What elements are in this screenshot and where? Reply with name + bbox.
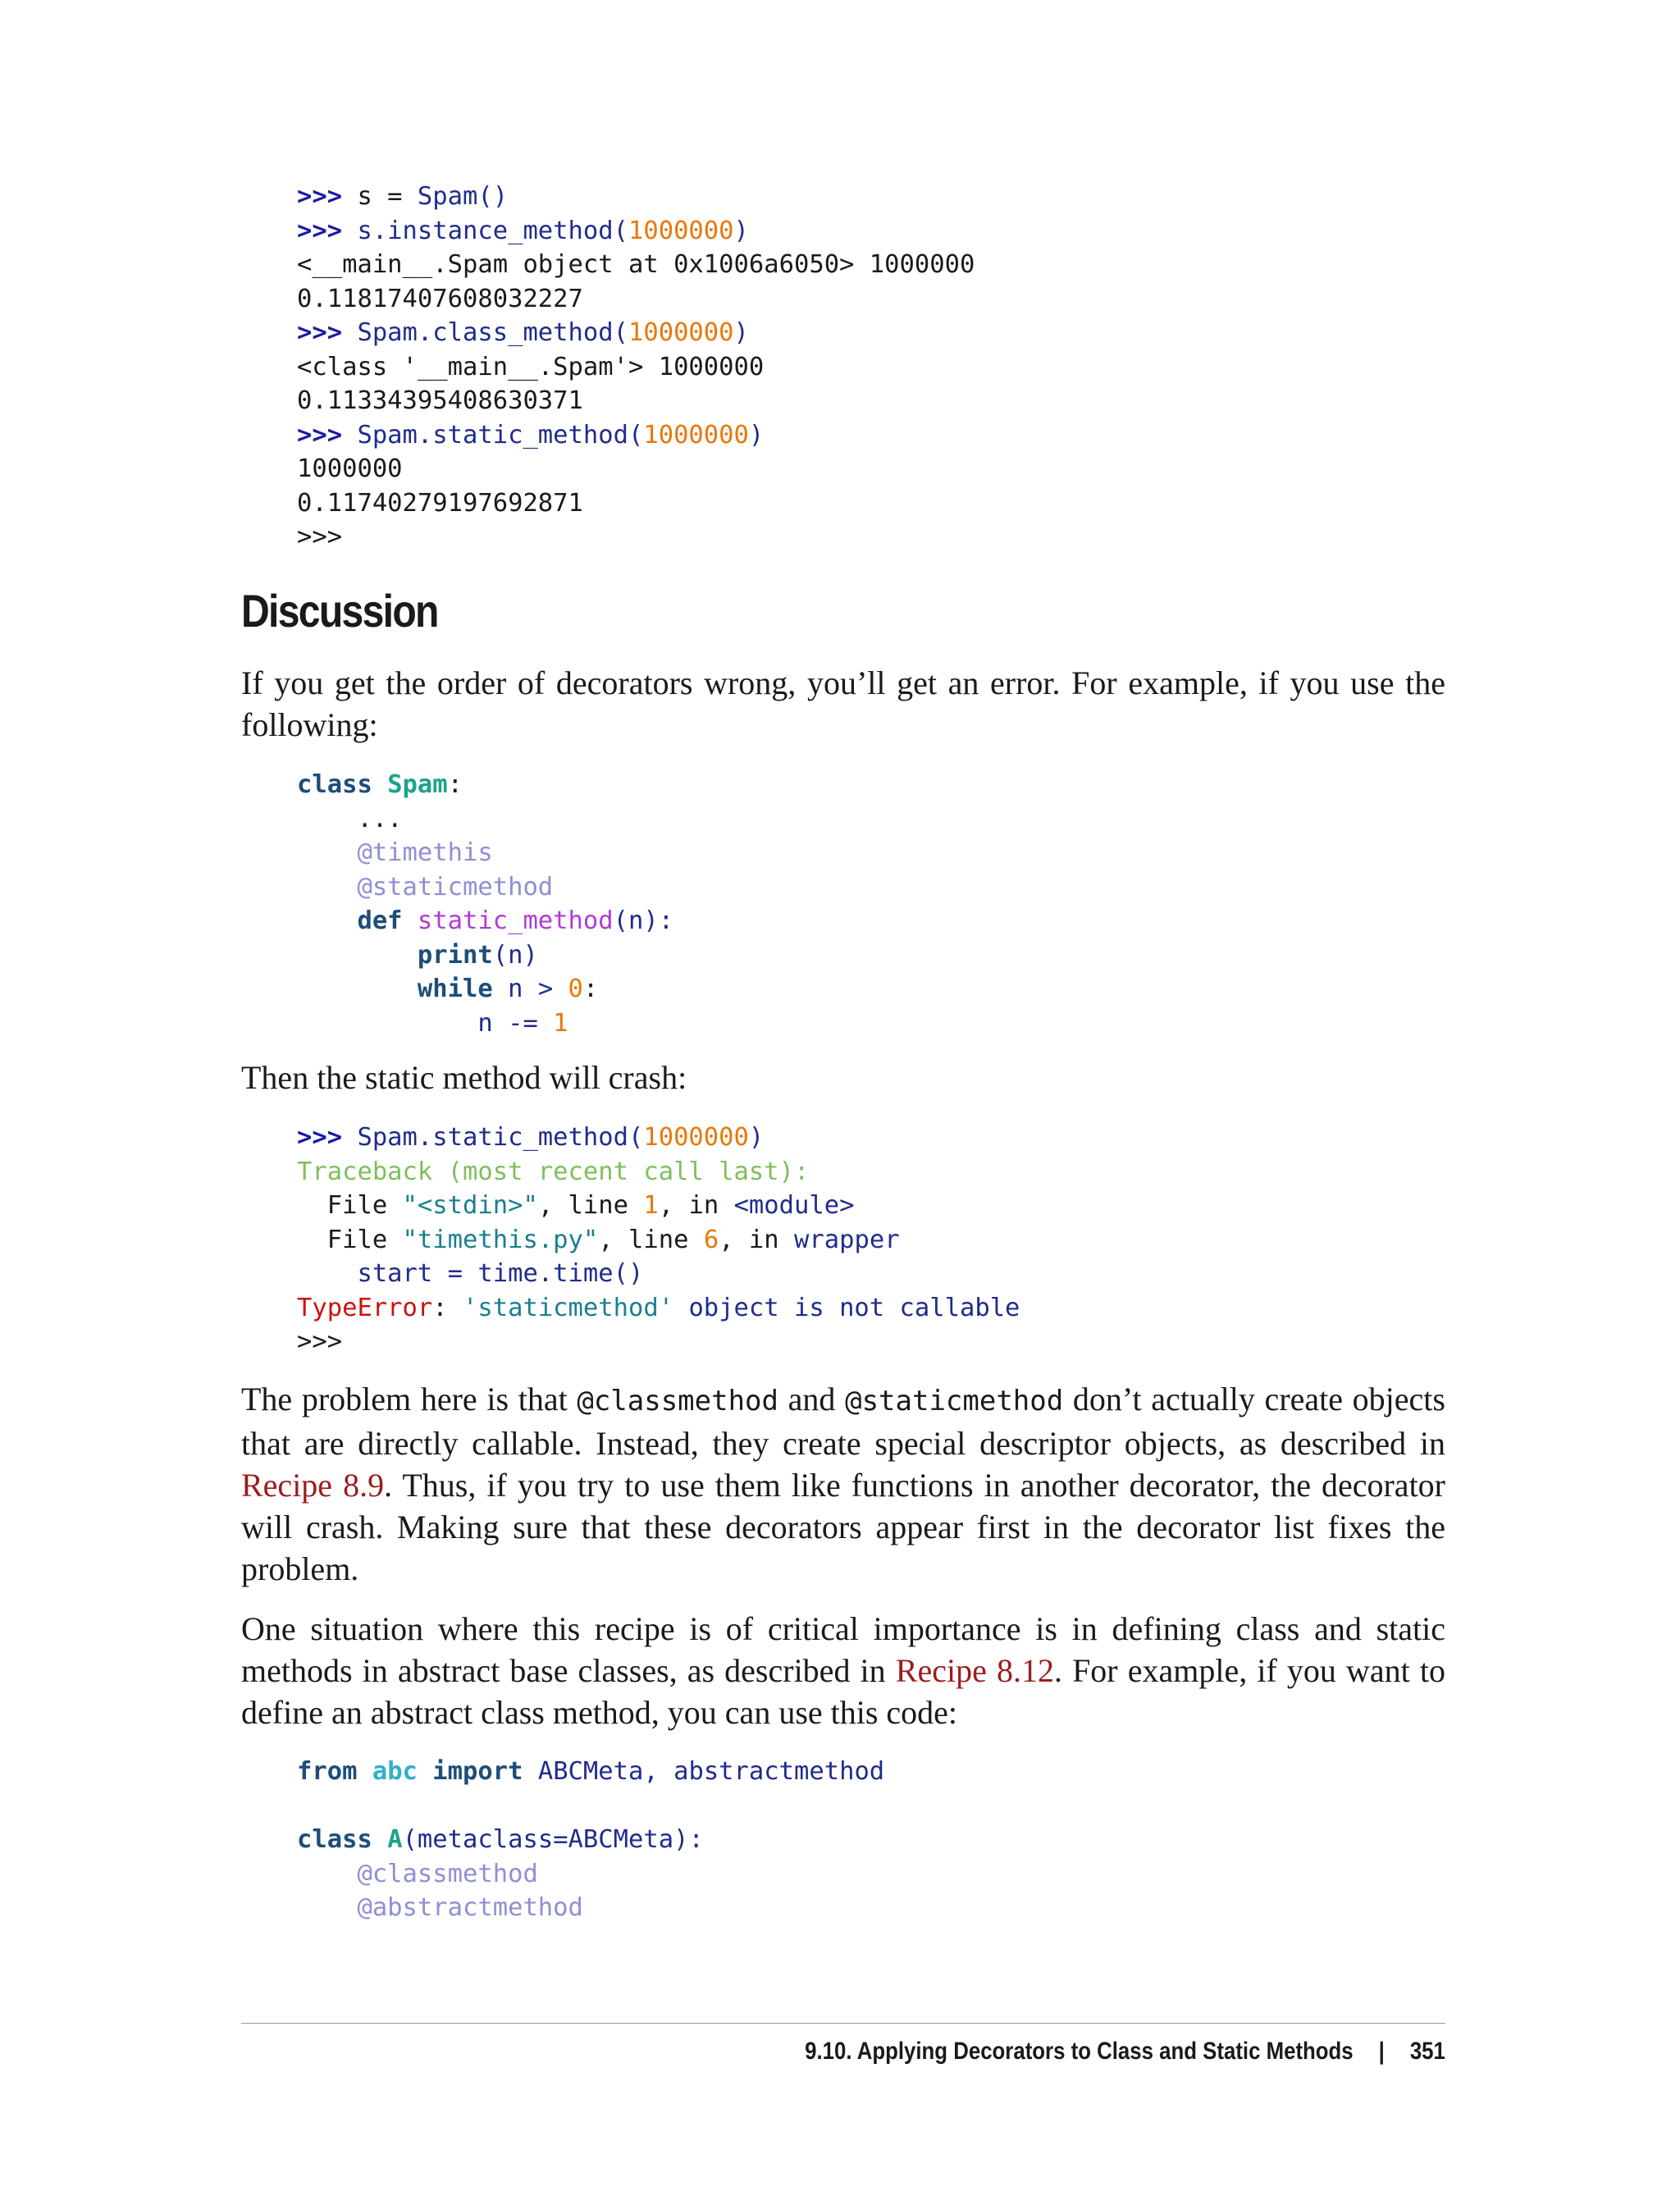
code-line [297,836,673,870]
code-line [297,1155,1020,1189]
code-token: static_method [417,906,614,935]
paragraph-crash: Then the static method will crash: [241,1059,687,1096]
code-line [297,802,673,837]
code-token: TypeError [297,1293,433,1322]
code-token: , in [719,1225,795,1254]
code-token: ) [733,318,749,347]
code-token: "<stdin>" [402,1191,538,1220]
code-token: @timethis [297,838,493,867]
code-line [297,870,673,905]
code-token: Traceback (most recent call last): [297,1157,810,1186]
code-token: while [417,975,509,1003]
code-token: : [432,1293,463,1322]
code-token: >>> [297,420,358,450]
code-token: ) [748,420,765,450]
code-token: (n) [492,940,538,970]
code-token: , line [598,1225,704,1254]
code-token: class [297,770,388,799]
code-line [297,180,975,214]
page-number: 351 [1409,2038,1445,2065]
code-line [297,904,673,938]
code-token: (metaclass=ABCMeta): [402,1825,704,1854]
code-token: 0.11334395408630371 [297,386,583,415]
code-token [297,975,418,1003]
code-block-abstract-method [297,1755,884,1925]
code-token: 1000000 [643,420,749,450]
code-token: >>> [297,1123,358,1152]
code-token: : [582,975,599,1003]
code-token: >>> [297,523,343,551]
code-token: (n): [613,906,674,935]
code-token: <module> [733,1191,855,1220]
code-token: 1000000 [628,216,734,245]
code-token: 1 [553,1008,568,1038]
code-token [297,941,418,970]
code-line [297,1789,884,1824]
page-footer [805,2038,1445,2066]
code-token: ) [733,216,749,245]
code-line [297,214,975,249]
inline-code-staticmethod: @staticmethod [845,1385,1064,1418]
code-token: wrapper [794,1225,900,1254]
code-line [297,282,975,317]
code-token: 1000000 [297,454,403,483]
code-token: 'staticmethod' [463,1293,674,1322]
code-token: @abstractmethod [297,1893,583,1922]
code-line [297,520,975,555]
code-line [297,1857,884,1892]
footer-section-title: 9.10. Applying Decorators to Class and Static Methods [805,2038,1354,2065]
code-token: >>> [297,318,358,347]
code-line [297,384,975,418]
code-token: s.instance_method( [357,216,628,245]
code-block-timing-output [297,180,975,555]
code-token: , line [537,1191,644,1220]
code-token: Spam.static_method( [357,1123,644,1152]
code-token: 6 [703,1225,719,1254]
code-line [297,350,975,385]
code-line [297,248,975,282]
code-line [297,1325,1020,1359]
inline-code-classmethod: @classmethod [577,1385,778,1418]
code-token: "timethis.py" [402,1225,599,1254]
code-token: ABCMeta, abstractmethod [537,1757,885,1786]
code-line [297,418,975,453]
code-block-traceback [297,1121,1020,1359]
code-line [297,1755,884,1789]
code-token: print [417,940,493,970]
footer-separator: | [1378,2038,1385,2065]
code-token: >>> [297,1327,343,1356]
code-token: : [447,770,463,799]
link-recipe-8-9[interactable]: Recipe 8.9 [241,1467,385,1504]
code-token: >>> [297,182,358,211]
code-token: class [297,1825,388,1854]
code-token: s = [357,182,418,211]
code-token: import [432,1757,538,1786]
code-token: 1000000 [643,1123,749,1152]
paragraph-abstract-base-classes: One situation where this recipe is of critical importance is in defining class and static methods in abstract base classes, as described in Recipe 8.12. For example, if you want to define an abstract class method, you can use this code: [241,1610,1445,1731]
code-token: 0.11817407608032227 [297,284,583,313]
code-line [297,1223,1020,1258]
code-token: 0 [568,975,583,1003]
code-token: Spam() [417,182,509,211]
code-token: ... [297,804,403,833]
code-token: @staticmethod [297,872,554,902]
code-line [297,1257,1020,1291]
code-line [297,452,975,486]
code-token: , in [658,1191,734,1220]
code-token: File [297,1225,403,1254]
code-line [297,768,673,802]
code-token: <__main__.Spam object at 0x1006a6050> 1000000 [297,250,975,279]
code-token: >>> [297,216,358,245]
code-token: def [357,906,418,935]
code-token: n > [508,975,568,1003]
code-token: 1 [643,1191,659,1220]
code-token: ) [748,1123,765,1152]
code-token: @classmethod [297,1859,538,1888]
code-token: 1000000 [628,318,734,347]
code-line [297,1121,1020,1155]
code-token: <class '__main__.Spam'> 1000000 [297,352,765,381]
code-token: from [297,1757,372,1786]
code-line [297,938,673,973]
code-token: abc [372,1757,433,1786]
code-token: start = time.time() [297,1259,644,1288]
code-token [297,906,357,935]
code-line [297,1189,1020,1223]
link-recipe-8-12[interactable]: Recipe 8.12 [895,1652,1054,1689]
code-line [297,1891,884,1925]
code-line [297,972,673,1007]
code-block-wrong-order [297,768,673,1040]
code-line [297,1823,884,1857]
code-token: Spam [387,770,448,799]
code-token: Spam.class_method( [357,318,628,347]
code-token: n -= [297,1008,554,1038]
paragraph-decorator-order: If you get the order of decorators wrong, you’ll get an error. For example, if you use the following: [241,664,1445,743]
code-token: A [387,1825,403,1854]
code-token: 0.11740279197692871 [297,488,583,518]
code-token: Spam.static_method( [357,420,644,450]
code-token: object is not callable [673,1293,1020,1322]
code-token: File [297,1191,403,1220]
code-line [297,316,975,350]
footer-rule [241,2023,1445,2024]
section-heading: Discussion [241,585,438,637]
code-line [297,1291,1020,1326]
code-line [297,1007,673,1041]
paragraph-descriptor-explanation: The problem here is that @classmethod and @staticmethod don’t actually create objects that are directly callable. Instead, they create special descriptor objects, as described in Recipe 8.9. Thus, if you try to use them like functions in another decorator, the decorator will crash. Making sure that these decorators appear first in the decorator list fixes the problem. [241,1381,1445,1587]
code-line [297,486,975,521]
